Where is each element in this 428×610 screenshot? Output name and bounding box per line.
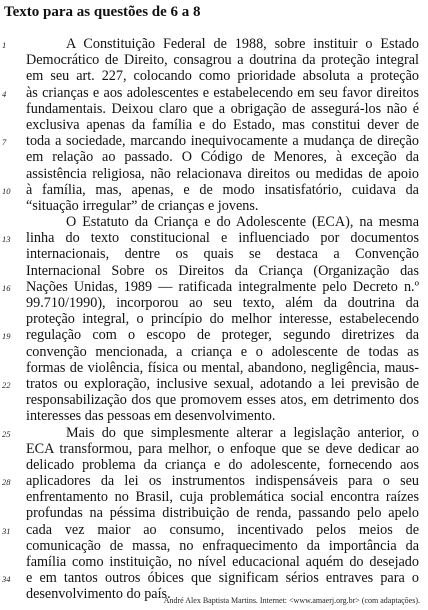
line-text: responsabilização dos que promovem esses atos, em detrimento dos [26, 392, 419, 409]
line-text: às crianças e aos adolescentes e estabelecendo em seu favor direitos [26, 84, 419, 101]
passage-line [0, 554, 428, 570]
line-number: 16 [2, 282, 11, 293]
passage-line [0, 68, 428, 84]
line-text: regulação com o escopo de proteger, segundo diretrizes da [26, 327, 419, 344]
line-text: 99.710/1990), incorporou ao seu texto, além da doutrina da [26, 295, 419, 311]
passage-line [0, 101, 428, 117]
line-number: 22 [2, 379, 11, 390]
passage-line [0, 279, 428, 295]
line-number: 25 [2, 428, 11, 439]
passage-line [0, 344, 428, 360]
passage-line [0, 441, 428, 457]
passage-line [0, 522, 428, 538]
line-text: exclusiva apenas da família e do Estado, mas constitui dever de [26, 116, 419, 133]
passage-line [0, 263, 428, 279]
line-number: 10 [2, 185, 11, 196]
passage-line [0, 214, 428, 230]
line-number: 4 [2, 88, 7, 99]
line-text: “situação irregular” de crianças e jovens. [26, 197, 259, 214]
passage-line [0, 166, 428, 182]
line-text: família como instituição, no nível educacional aquém do desejado [26, 554, 419, 570]
line-text: Democrático de Direito, consagrou a doutrina da proteção integral [26, 52, 419, 69]
line-text: cada vez maior ao consumo, incentivado pelos meios de [26, 521, 419, 538]
passage-line [0, 505, 428, 521]
line-text: toda a sociedade, marcando inequivocamente a mudança de direção [26, 133, 419, 150]
line-number: 31 [2, 525, 11, 536]
passage-line [0, 85, 428, 101]
passage-line [0, 376, 428, 392]
line-text: tratos ou exploração, inclusive sexual, adotando a lei previsão de [26, 375, 419, 392]
line-text: enfrentamento no Brasil, cuja problemática social encontra raízes [26, 489, 419, 506]
line-text: desenvolvimento do país. [26, 586, 171, 603]
line-text: convenção mencionada, a criança e o adolescente de todas as [26, 343, 419, 360]
line-number: 34 [2, 574, 11, 585]
passage-line [0, 457, 428, 473]
passage-line [0, 133, 428, 149]
passage-line [0, 182, 428, 198]
line-text: aplicadores da lei os instrumentos indispensáveis para o seu [26, 473, 419, 490]
line-text: Nações Unidas, 1989 — ratificada integralmente pelo Decreto n.º [26, 278, 419, 295]
line-text: ECA transformou, para melhor, o enfoque que se deve dedicar ao [26, 440, 419, 457]
line-text: internacionais, dentre os quais se destaca a Convenção [26, 246, 419, 263]
passage-line [0, 149, 428, 165]
passage-line [0, 36, 428, 52]
line-number: 19 [2, 331, 11, 342]
passage-line [0, 295, 428, 311]
passage-line [0, 360, 428, 376]
line-number: 28 [2, 477, 11, 488]
passage-line [0, 327, 428, 343]
line-number: 13 [2, 234, 11, 245]
passage-line [0, 311, 428, 327]
line-number: 1 [2, 40, 7, 50]
line-text: profundas na péssima distribuição de renda, passando pelo apelo [26, 505, 419, 522]
passage-line [0, 230, 428, 246]
line-text: à família, mas, apenas, e de modo insatisfatório, cuidava da [26, 181, 419, 198]
line-text: comunicação de massa, no enfraquecimento da importância da [26, 537, 419, 554]
line-text: em relação ao passado. O Código de Menores, à exceção da [26, 149, 419, 166]
passage-line [0, 246, 428, 262]
passage-line [0, 198, 428, 214]
passage-line [0, 408, 428, 424]
line-text: A Constituição Federal de 1988, sobre instituir o Estado [66, 36, 419, 52]
passage-line [0, 52, 428, 68]
line-text: fundamentais. Deixou claro que a obrigação de assegurá-los não é [26, 100, 419, 117]
passage-line [0, 425, 428, 441]
line-text: em seu art. 227, colocando como prioridade absoluta a proteção [26, 68, 419, 85]
line-text: proteção integral, o princípio do melhor interesse, estabelecendo [26, 311, 419, 328]
passage-line [0, 538, 428, 554]
passage-heading: Texto para as questões de 6 a 8 [4, 4, 201, 20]
line-text: interesses das pessoas em desenvolvimento. [26, 408, 276, 425]
passage-line [0, 489, 428, 505]
passage-line [0, 117, 428, 133]
line-number: 7 [2, 137, 7, 148]
line-text: formas de violência, física ou mental, abandono, negligência, maus- [26, 359, 419, 376]
line-text: linha do texto constitucional e influenciado por documentos [26, 230, 419, 247]
line-text: Internacional Sobre os Direitos da Criança (Organização das [26, 262, 419, 279]
source-citation: André Alex Baptista Martins. Internet: <www.amaerj.org.br> (com adaptações). [163, 596, 420, 605]
line-text: assistência religiosa, não relacionava direitos ou medidas de apoio [26, 165, 419, 182]
line-text: e em tantos outros óbices que significam sérios entraves para o [26, 570, 419, 587]
passage-line [0, 392, 428, 408]
passage-body [0, 36, 428, 603]
line-text: O Estatuto da Criança e do Adolescente (ECA), na mesma [66, 214, 419, 231]
line-text: delicado problema da criança e do adolescente, fornecendo aos [26, 456, 419, 473]
passage-line [0, 570, 428, 586]
passage-line [0, 473, 428, 489]
line-text: Mais do que simplesmente alterar a legislação anterior, o [66, 424, 419, 441]
